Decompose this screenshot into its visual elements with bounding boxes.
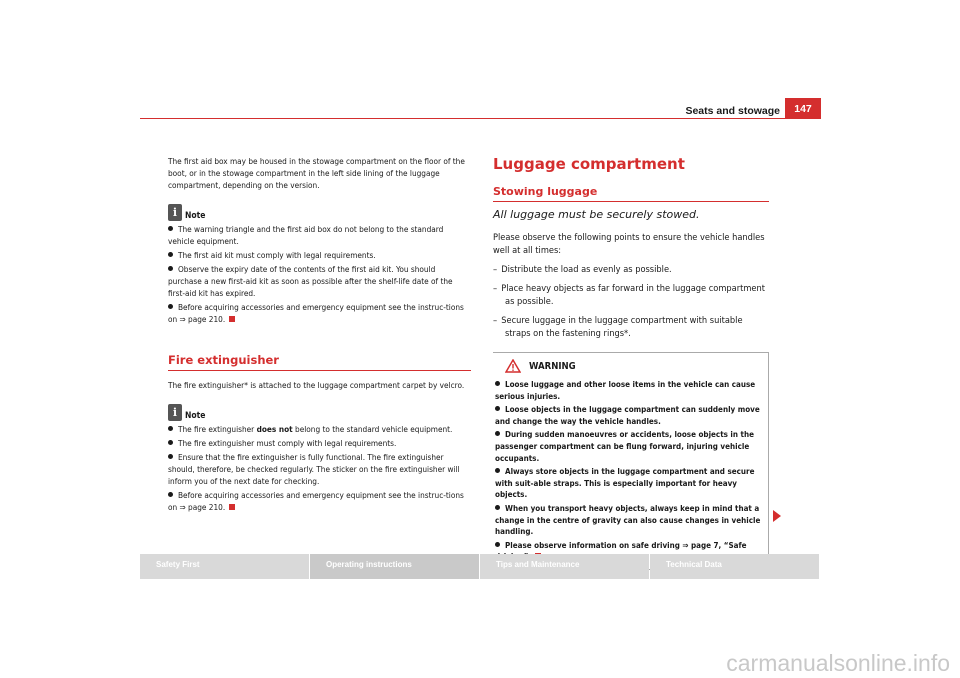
- instruction-step: – Place heavy objects as far forward in the luggage compartment as possible.: [493, 283, 765, 307]
- note-bullet: Ensure that the fire extinguisher is fully functional. The fire extinguisher should, therefore, be checked regularly. The sticker on the fire extinguisher will inform you of the next date for checking.: [168, 452, 460, 486]
- warning-bullet: When you transport heavy objects, always keep in mind that a change in the centre of gravity can also cause changes in vehicle handling.: [495, 503, 761, 537]
- header-rule: [140, 118, 820, 119]
- page-number: 147: [785, 98, 821, 119]
- bullet-dot-icon: [168, 492, 173, 497]
- warning-bullet: Please observe information on safe driving ⇒ page 7, “Safe: [495, 540, 762, 563]
- fire-extinguisher-heading: Fire extinguisher: [168, 353, 471, 371]
- warning-bullet: Loose luggage and other loose items in the vehicle can cause serious injuries.: [495, 380, 756, 401]
- right-column: [493, 155, 769, 570]
- note-bullet: The warning triangle and the first aid box do not belong to the standard vehicle equipment.: [168, 224, 444, 246]
- fire-extinguisher-text: The fire extinguisher* is attached to the luggage compartment carpet by velcro.: [168, 380, 465, 390]
- bullet-dot-icon: [168, 440, 173, 445]
- bullet-dot-icon: [495, 505, 500, 510]
- luggage-compartment-title: Luggage compartment: [493, 155, 685, 173]
- warning-label: WARNING: [529, 360, 576, 372]
- instruction-step: – Secure luggage in the luggage compartment with suitable straps on the fastening rings*.: [493, 315, 743, 339]
- footer-nav: [140, 554, 820, 579]
- bullet-dot-icon: [168, 226, 173, 231]
- warning-bullet: During sudden manoeuvres or accidents, loose objects in the passenger compartment can be flung forward, injuring vehicle occupants.: [495, 430, 754, 463]
- bullet-dot-icon: [495, 542, 500, 547]
- warning-bullet: Always store objects in the luggage compartment and secure with suit-able straps. This is especially important for heavy objects.: [495, 467, 755, 500]
- note-bullet: Before acquiring accessories and emergency equipment see the instruc-tions on ⇒ page 210.: [168, 302, 464, 324]
- warning-box: [493, 352, 769, 570]
- first-aid-intro: The first aid box may be housed in the stowage compartment on the floor of the boot, or in the stowage compartment in the left side lining of the luggage compartment, depending on the version.: [168, 156, 465, 190]
- footer-tab-safety-first[interactable]: Safety First: [140, 554, 309, 579]
- footer-tab-technical-data[interactable]: Technical Data: [650, 554, 819, 579]
- bullet-dot-icon: [168, 454, 173, 459]
- bullet-dot-icon: [168, 426, 173, 431]
- warning-triangle-icon: [505, 359, 521, 373]
- note-label: Note: [185, 411, 206, 421]
- note-box-first-aid: [168, 201, 471, 325]
- watermark: carmanualsonline.info: [726, 650, 950, 676]
- footer-tab-operating-instructions[interactable]: Operating instructions: [310, 554, 479, 579]
- stowing-luggage-heading: Stowing luggage: [493, 185, 769, 202]
- section-end-icon: [229, 316, 235, 322]
- bullet-dot-icon: [495, 406, 500, 411]
- bullet-dot-icon: [495, 468, 500, 473]
- warning-header: [495, 359, 762, 373]
- section-end-icon: [229, 504, 235, 510]
- bullet-dot-icon: [168, 266, 173, 271]
- note-bullet: The first aid kit must comply with legal requirements.: [168, 249, 471, 261]
- stowing-luggage-subtitle: All luggage must be securely stowed.: [493, 208, 700, 221]
- note-bullet: Observe the expiry date of the contents of the first aid kit. You should purchase a new first-aid kit as soon as possible after the shelf-life date of the first-aid kit has expired.: [168, 264, 453, 298]
- footer-tab-tips-and-maintenance[interactable]: Tips and Maintenance: [480, 554, 649, 579]
- info-icon: i: [168, 204, 182, 221]
- left-column: [168, 155, 471, 513]
- continue-arrow-icon: [773, 510, 781, 522]
- bullet-dot-icon: [168, 252, 173, 257]
- note-header: [168, 401, 471, 421]
- warning-bullet: Loose objects in the luggage compartment can suddenly move and change the way the vehicle handles.: [495, 405, 760, 426]
- note-box-fire-extinguisher: [168, 401, 471, 513]
- info-icon: i: [168, 404, 182, 421]
- note-label: Note: [185, 211, 206, 221]
- instruction-step: – Distribute the load as evenly as possible.: [493, 264, 672, 275]
- bullet-dot-icon: [495, 381, 500, 386]
- note-bullet: Before acquiring accessories and emergency equipment see the instruc-tions on ⇒ page 210.: [168, 490, 464, 512]
- bullet-dot-icon: [168, 304, 173, 309]
- header-section-title: Seats and stowage: [685, 105, 780, 117]
- bullet-dot-icon: [495, 431, 500, 436]
- stowing-intro: Please observe the following points to ensure the vehicle handles well at all times:: [493, 232, 765, 256]
- note-bullet: The fire extinguisher must comply with legal requirements.: [168, 437, 471, 449]
- note-bullet: The fire extinguisher does not belong to the standard vehicle equipment.: [168, 423, 471, 435]
- note-header: [168, 201, 471, 221]
